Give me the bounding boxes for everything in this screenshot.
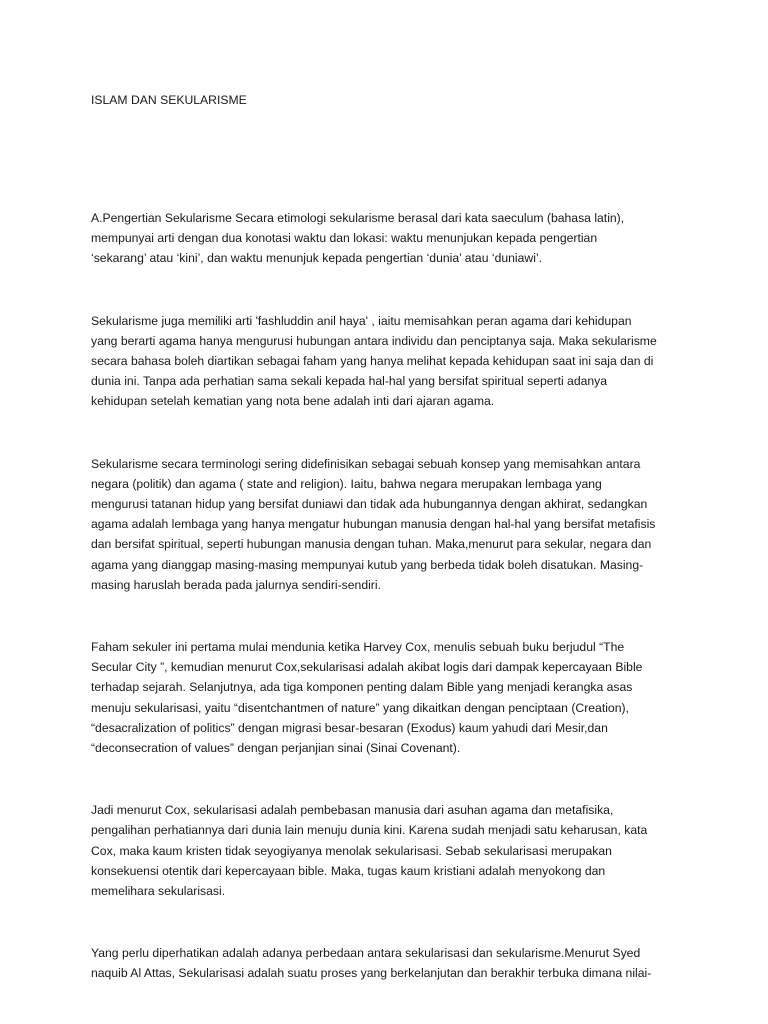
text-line: konsekuensi otentik dari kepercayaan bible. Maka, tugas kaum kristiani adalah menyokong dan [91, 863, 606, 878]
text-line: agama adalah lembaga yang hanya mengatur hubungan manusia dengan hal-hal yang bersifat metafisis [91, 517, 656, 532]
text-line: mempunyai arti dengan dua konotasi waktu dan lokasi: waktu menunjukan kepada pengertian [91, 231, 598, 246]
text-line: secara bahasa boleh diartikan sebagai faham yang hanya melihat kepada kehidupan saat ini saja dan di [91, 354, 654, 369]
text-line: “desacralization of politics” dengan migrasi besar-besaran (Exodus) kaum yahudi dari Mesir,dan [91, 720, 608, 735]
text-line: kehidupan setelah kematian yang nota bene adalah inti dari ajaran agama. [91, 394, 495, 409]
text-line: Sekularisme juga memiliki arti 'fashluddin anil haya' , iaitu memisahkan peran agama dari kehidupan [91, 313, 632, 328]
text-line: Sekularisme secara terminologi sering didefinisikan sebagai sebuah konsep yang memisahkan antara [91, 456, 641, 471]
text-line: naquib Al Attas, Sekularisasi adalah suatu proses yang berkelanjutan dan berakhir terbuka dimana nilai- [91, 966, 652, 981]
text-line: Secular City ”, kemudian menurut Cox,sekularisasi adalah akibat logis dari dampak kepercayaan Bible [91, 660, 643, 675]
text-line: masing haruslah berada pada jalurnya sendiri-sendiri. [91, 577, 381, 592]
text-line: dan bersifat spiritual, seperti hubungan manusia dengan tuhan. Maka,menurut para sekular, negara dan [91, 537, 652, 552]
paragraph-definition-etymology [91, 208, 691, 269]
text-line: agama yang dianggap masing-masing mempunyai kutub yang berbeda tidak boleh disatukan. Masing- [91, 557, 644, 572]
paragraph-harvey-cox [91, 637, 691, 758]
paragraph-attas [91, 943, 691, 983]
paragraph-terminology [91, 454, 691, 595]
document-title: ISLAM DAN SEKULARISME [91, 93, 247, 107]
paragraph-cox-conclusion [91, 800, 691, 901]
document-page [91, 90, 691, 984]
text-line: Cox, maka kaum kristen tidak seyogiyanya menolak sekularisasi. Sebab sekularisasi merupakan [91, 843, 612, 858]
text-line: dunia ini. Tanpa ada perhatian sama sekali kepada hal-hal yang bersifat spiritual seperti adanya [91, 374, 608, 389]
text-line: Yang perlu diperhatikan adalah adanya perbedaan antara sekularisasi dan sekularisme.Menurut Syed [91, 946, 641, 961]
paragraph-meaning [91, 311, 691, 412]
text-line: “deconsecration of values” dengan perjanjian sinai (Sinai Covenant). [91, 741, 461, 756]
text-line: yang berarti agama hanya mengurusi hubungan antara individu dan penciptanya saja. Maka sekularisme [91, 333, 657, 348]
text-line: pengalihan perhatiannya dari dunia lain menuju dunia kini. Karena sudah menjadi satu keharusan, kata [91, 823, 648, 838]
text-line: ‘sekarang’ atau ‘kini’, dan waktu menunjuk kepada pengertian ‘dunia’ atau ‘duniawi’. [91, 251, 543, 266]
text-line: memelihara sekularisasi. [91, 884, 226, 899]
text-line: mengurusi tatanan hidup yang bersifat duniawi dan tidak ada hubungannya dengan akhirat, sedangkan [91, 497, 648, 512]
text-line: A.Pengertian Sekularisme Secara etimologi sekularisme berasal dari kata saeculum (bahasa latin), [91, 211, 625, 225]
text-line: menuju sekularisasi, yaitu “disentchantmen of nature” yang dikaitkan dengan penciptaan (Creation), [91, 700, 629, 715]
text-line: Jadi menurut Cox, sekularisasi adalah pembebasan manusia dari asuhan agama dan metafisika, [91, 803, 614, 818]
text-line: Faham sekuler ini pertama mulai mendunia ketika Harvey Cox, menulis sebuah buku berjudul “The [91, 640, 625, 655]
text-line: terhadap sejarah. Selanjutnya, ada tiga komponen penting dalam Bible yang menjadi kerangka asas [91, 680, 633, 695]
text-line: negara (politik) dan agama ( state and religion). Iaitu, bahwa negara merupakan lembaga yang [91, 476, 602, 491]
